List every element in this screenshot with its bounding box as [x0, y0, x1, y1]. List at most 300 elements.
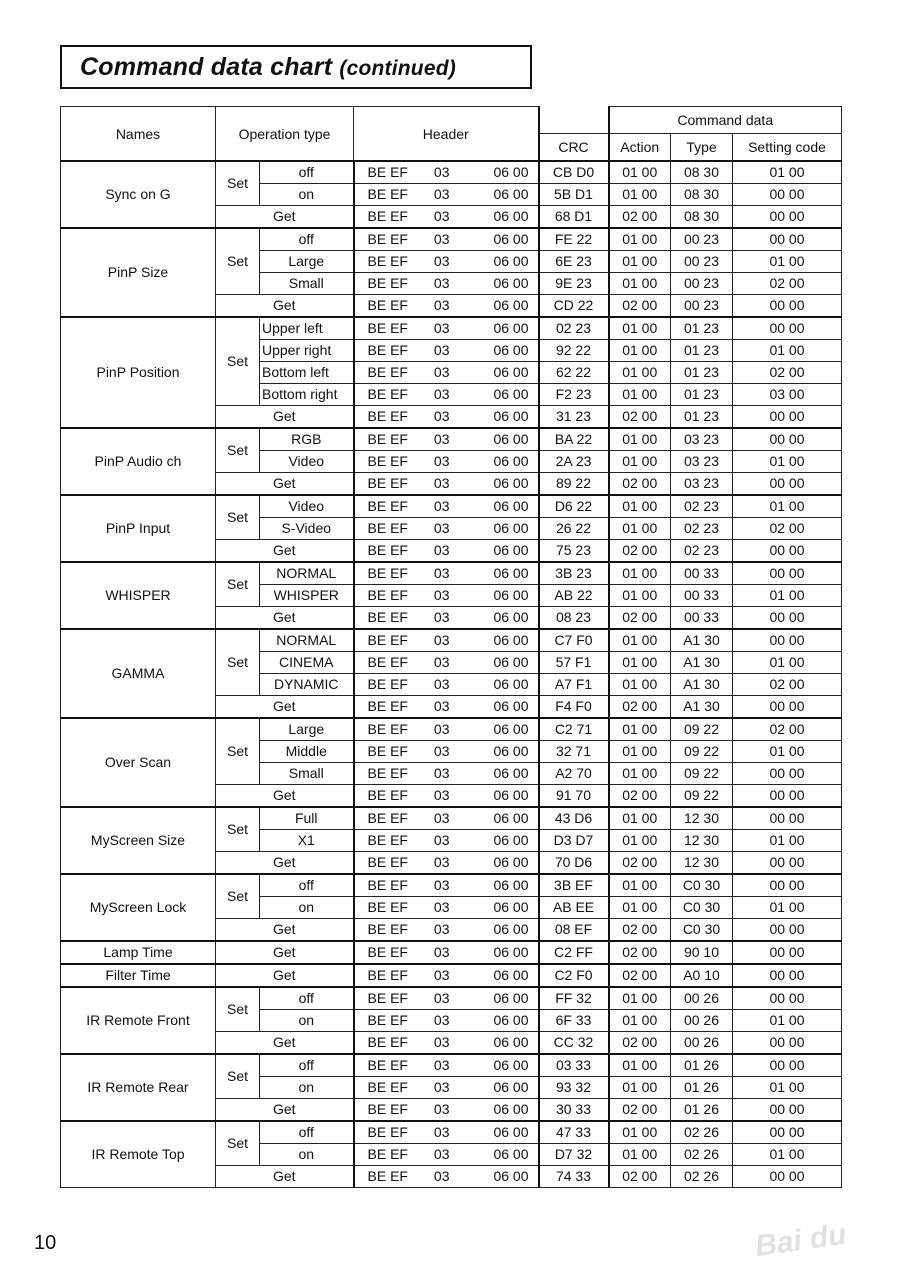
setting-code-cell: 00 00	[733, 562, 842, 585]
table-row	[61, 495, 842, 518]
action-cell: 01 00	[609, 1121, 671, 1144]
header-byte: 03	[433, 832, 450, 848]
header-byte: 03	[433, 164, 450, 180]
header-byte: 06 00	[493, 787, 529, 803]
header-byte: 06 00	[493, 877, 529, 893]
header-bytes-cell	[354, 251, 539, 273]
crc-cell: AB 22	[539, 585, 609, 607]
setting-code-cell: 01 00	[733, 1077, 842, 1099]
type-cell: 02 26	[671, 1144, 733, 1166]
header-byte: 06 00	[493, 186, 529, 202]
crc-cell: CC 32	[539, 1032, 609, 1055]
header-byte: 03	[433, 208, 450, 224]
header-bytes-cell	[354, 384, 539, 406]
header-byte: 03	[433, 921, 450, 937]
header-byte: BE EF	[367, 297, 408, 313]
command-name-cell: WHISPER	[61, 562, 216, 629]
operation-cell: Get	[216, 696, 354, 719]
setting-code-cell: 01 00	[733, 451, 842, 473]
type-cell: 02 23	[671, 518, 733, 540]
header-type: Type	[671, 134, 733, 162]
operation-option-cell: RGB	[260, 428, 354, 451]
type-cell: 01 26	[671, 1054, 733, 1077]
header-bytes-cell	[354, 987, 539, 1010]
action-cell: 01 00	[609, 384, 671, 406]
header-byte: 03	[433, 253, 450, 269]
header-byte: 06 00	[493, 542, 529, 558]
operation-cell: Get	[216, 607, 354, 630]
type-cell: 01 23	[671, 362, 733, 384]
header-byte: 06 00	[493, 275, 529, 291]
crc-cell: 08 EF	[539, 919, 609, 942]
action-cell: 01 00	[609, 1077, 671, 1099]
crc-cell: 03 33	[539, 1054, 609, 1077]
setting-code-cell: 00 00	[733, 1099, 842, 1122]
type-cell: A1 30	[671, 696, 733, 719]
setting-code-cell: 01 00	[733, 830, 842, 852]
crc-cell: FF 32	[539, 987, 609, 1010]
type-cell: 00 23	[671, 251, 733, 273]
command-name-cell: MyScreen Size	[61, 807, 216, 874]
command-name-cell: PinP Size	[61, 228, 216, 317]
crc-cell: FE 22	[539, 228, 609, 251]
action-cell: 02 00	[609, 964, 671, 987]
header-byte: BE EF	[367, 386, 408, 402]
header-byte: 06 00	[493, 364, 529, 380]
header-byte: 03	[433, 231, 450, 247]
action-cell: 02 00	[609, 540, 671, 563]
page-number: 10	[34, 1232, 57, 1254]
type-cell: 02 23	[671, 540, 733, 563]
crc-cell: 91 70	[539, 785, 609, 808]
action-cell: 01 00	[609, 340, 671, 362]
crc-cell: CD 22	[539, 295, 609, 318]
header-bytes-cell	[354, 874, 539, 897]
header-byte: BE EF	[367, 253, 408, 269]
crc-cell: C2 F0	[539, 964, 609, 987]
header-byte: 06 00	[493, 832, 529, 848]
command-name-cell: IR Remote Rear	[61, 1054, 216, 1121]
header-names: Names	[61, 107, 216, 162]
header-byte: 03	[433, 275, 450, 291]
header-bytes-cell	[354, 540, 539, 563]
operation-option-cell: off	[260, 1121, 354, 1144]
operation-option-cell: WHISPER	[260, 585, 354, 607]
action-cell: 01 00	[609, 1144, 671, 1166]
crc-cell: 32 71	[539, 741, 609, 763]
operation-option-cell: Middle	[260, 741, 354, 763]
header-byte: 03	[433, 520, 450, 536]
header-bytes-cell	[354, 741, 539, 763]
type-cell: 12 30	[671, 830, 733, 852]
setting-code-cell: 00 00	[733, 807, 842, 830]
header-byte: 06 00	[493, 453, 529, 469]
table-row	[61, 987, 842, 1010]
header-byte: BE EF	[367, 1012, 408, 1028]
crc-cell: 3B 23	[539, 562, 609, 585]
header-byte: 06 00	[493, 1168, 529, 1184]
command-name-cell: IR Remote Front	[61, 987, 216, 1054]
header-byte: BE EF	[367, 944, 408, 960]
table-row	[61, 228, 842, 251]
header-byte: 03	[433, 320, 450, 336]
header-byte: BE EF	[367, 877, 408, 893]
crc-cell: AB EE	[539, 897, 609, 919]
type-cell: 00 26	[671, 1010, 733, 1032]
action-cell: 01 00	[609, 562, 671, 585]
operation-option-cell: on	[260, 1077, 354, 1099]
header-bytes-cell	[354, 1032, 539, 1055]
command-name-cell: Lamp Time	[61, 941, 216, 964]
header-bytes-cell	[354, 629, 539, 652]
header-setting-code: Setting code	[733, 134, 842, 162]
header-byte: 03	[433, 787, 450, 803]
header-byte: 03	[433, 475, 450, 491]
header-byte: 06 00	[493, 565, 529, 581]
command-name-cell: Sync on G	[61, 161, 216, 228]
set-label-cell: Set	[216, 161, 260, 206]
action-cell: 02 00	[609, 941, 671, 964]
crc-cell: 68 D1	[539, 206, 609, 229]
crc-cell: 26 22	[539, 518, 609, 540]
action-cell: 01 00	[609, 741, 671, 763]
action-cell: 01 00	[609, 1054, 671, 1077]
setting-code-cell: 00 00	[733, 941, 842, 964]
operation-option-cell: Small	[260, 273, 354, 295]
crc-cell: D7 32	[539, 1144, 609, 1166]
type-cell: 00 26	[671, 1032, 733, 1055]
action-cell: 01 00	[609, 674, 671, 696]
header-byte: BE EF	[367, 453, 408, 469]
crc-cell: 89 22	[539, 473, 609, 496]
header-byte: BE EF	[367, 1146, 408, 1162]
operation-cell: Get	[216, 919, 354, 942]
operation-cell: Get	[216, 295, 354, 318]
action-cell: 02 00	[609, 852, 671, 875]
header-byte: 06 00	[493, 431, 529, 447]
setting-code-cell: 02 00	[733, 674, 842, 696]
header-byte: BE EF	[367, 810, 408, 826]
set-label-cell: Set	[216, 629, 260, 696]
header-byte: 06 00	[493, 1012, 529, 1028]
header-bytes-cell	[354, 206, 539, 229]
setting-code-cell: 02 00	[733, 518, 842, 540]
command-name-cell: PinP Audio ch	[61, 428, 216, 495]
header-header: Header	[354, 107, 539, 162]
crc-cell: 3B EF	[539, 874, 609, 897]
operation-option-cell: off	[260, 161, 354, 184]
header-byte: 06 00	[493, 1079, 529, 1095]
action-cell: 01 00	[609, 987, 671, 1010]
operation-option-cell: Small	[260, 763, 354, 785]
action-cell: 01 00	[609, 652, 671, 674]
header-byte: 03	[433, 498, 450, 514]
header-byte: BE EF	[367, 565, 408, 581]
header-byte: 03	[433, 877, 450, 893]
action-cell: 02 00	[609, 1099, 671, 1122]
type-cell: 00 33	[671, 562, 733, 585]
action-cell: 02 00	[609, 406, 671, 429]
setting-code-cell: 01 00	[733, 340, 842, 362]
header-byte: 03	[433, 765, 450, 781]
header-byte: BE EF	[367, 676, 408, 692]
header-bytes-cell	[354, 919, 539, 942]
action-cell: 01 00	[609, 451, 671, 473]
header-byte: 03	[433, 342, 450, 358]
operation-option-cell: on	[260, 184, 354, 206]
operation-option-cell: Video	[260, 495, 354, 518]
header-byte: 03	[433, 676, 450, 692]
action-cell: 02 00	[609, 295, 671, 318]
header-byte: 03	[433, 967, 450, 983]
header-byte: 03	[433, 1101, 450, 1117]
crc-cell: 93 32	[539, 1077, 609, 1099]
table-row	[61, 718, 842, 741]
header-byte: 06 00	[493, 921, 529, 937]
action-cell: 01 00	[609, 428, 671, 451]
header-bytes-cell	[354, 763, 539, 785]
header-byte: BE EF	[367, 364, 408, 380]
header-bytes-cell	[354, 184, 539, 206]
header-byte: 03	[433, 1168, 450, 1184]
header-byte: 03	[433, 587, 450, 603]
operation-cell: Get	[216, 785, 354, 808]
header-bytes-cell	[354, 807, 539, 830]
setting-code-cell: 01 00	[733, 1144, 842, 1166]
page-title-box	[60, 45, 532, 89]
header-byte: 03	[433, 542, 450, 558]
page-title: Command data chart (continued)	[80, 52, 456, 81]
operation-cell: Get	[216, 1099, 354, 1122]
header-byte: 06 00	[493, 765, 529, 781]
header-bytes-cell	[354, 317, 539, 340]
type-cell: 03 23	[671, 473, 733, 496]
type-cell: C0 30	[671, 874, 733, 897]
setting-code-cell: 00 00	[733, 607, 842, 630]
header-bytes-cell	[354, 1144, 539, 1166]
table-row	[61, 317, 842, 340]
header-byte: 06 00	[493, 721, 529, 737]
table-row	[61, 1121, 842, 1144]
operation-option-cell: off	[260, 228, 354, 251]
crc-cell: C7 F0	[539, 629, 609, 652]
header-byte: 06 00	[493, 698, 529, 714]
crc-cell: 6F 33	[539, 1010, 609, 1032]
header-byte: BE EF	[367, 1079, 408, 1095]
table-row	[61, 807, 842, 830]
type-cell: 08 30	[671, 206, 733, 229]
operation-cell: Get	[216, 406, 354, 429]
header-byte: BE EF	[367, 1057, 408, 1073]
header-bytes-cell	[354, 340, 539, 362]
setting-code-cell: 02 00	[733, 273, 842, 295]
header-byte: BE EF	[367, 1101, 408, 1117]
header-byte: BE EF	[367, 967, 408, 983]
operation-option-cell: off	[260, 987, 354, 1010]
operation-cell: Get	[216, 1032, 354, 1055]
header-byte: BE EF	[367, 231, 408, 247]
header-byte: 06 00	[493, 1124, 529, 1140]
crc-cell: 9E 23	[539, 273, 609, 295]
action-cell: 01 00	[609, 317, 671, 340]
header-byte: BE EF	[367, 342, 408, 358]
action-cell: 01 00	[609, 273, 671, 295]
action-cell: 02 00	[609, 1166, 671, 1188]
type-cell: 00 23	[671, 273, 733, 295]
header-byte: 06 00	[493, 520, 529, 536]
header-operation-type: Operation type	[216, 107, 354, 162]
type-cell: 09 22	[671, 718, 733, 741]
crc-cell: 02 23	[539, 317, 609, 340]
crc-cell: 6E 23	[539, 251, 609, 273]
command-name-cell: Over Scan	[61, 718, 216, 807]
header-byte: 06 00	[493, 632, 529, 648]
action-cell: 02 00	[609, 785, 671, 808]
action-cell: 01 00	[609, 161, 671, 184]
header-byte: BE EF	[367, 743, 408, 759]
header-byte: BE EF	[367, 320, 408, 336]
table-row	[61, 1054, 842, 1077]
header-byte: BE EF	[367, 408, 408, 424]
table-row	[61, 562, 842, 585]
header-byte: 03	[433, 565, 450, 581]
header-bytes-cell	[354, 495, 539, 518]
header-bytes-cell	[354, 473, 539, 496]
header-byte: 03	[433, 1124, 450, 1140]
type-cell: 00 23	[671, 295, 733, 318]
type-cell: 01 23	[671, 406, 733, 429]
action-cell: 01 00	[609, 362, 671, 384]
watermark: Bai du	[753, 1217, 849, 1264]
header-bytes-cell	[354, 585, 539, 607]
header-byte: 06 00	[493, 854, 529, 870]
operation-cell: Get	[216, 964, 354, 987]
crc-cell: BA 22	[539, 428, 609, 451]
type-cell: 08 30	[671, 184, 733, 206]
setting-code-cell: 01 00	[733, 495, 842, 518]
header-bytes-cell	[354, 1099, 539, 1122]
header-byte: 03	[433, 990, 450, 1006]
header-byte: 06 00	[493, 1057, 529, 1073]
header-byte: BE EF	[367, 186, 408, 202]
setting-code-cell: 01 00	[733, 652, 842, 674]
header-byte: BE EF	[367, 431, 408, 447]
setting-code-cell: 00 00	[733, 785, 842, 808]
setting-code-cell: 00 00	[733, 629, 842, 652]
operation-option-cell: Video	[260, 451, 354, 473]
header-byte: 03	[433, 186, 450, 202]
operation-option-cell: Upper right	[260, 340, 354, 362]
setting-code-cell: 01 00	[733, 1010, 842, 1032]
setting-code-cell: 02 00	[733, 718, 842, 741]
header-bytes-cell	[354, 785, 539, 808]
operation-cell: Get	[216, 1166, 354, 1188]
setting-code-cell: 00 00	[733, 473, 842, 496]
setting-code-cell: 00 00	[733, 852, 842, 875]
setting-code-cell: 00 00	[733, 295, 842, 318]
header-byte: 03	[433, 632, 450, 648]
command-name-cell: GAMMA	[61, 629, 216, 718]
action-cell: 01 00	[609, 251, 671, 273]
crc-cell: D3 D7	[539, 830, 609, 852]
setting-code-cell: 00 00	[733, 184, 842, 206]
header-byte: BE EF	[367, 520, 408, 536]
header-byte: 03	[433, 899, 450, 915]
header-byte: 06 00	[493, 1101, 529, 1117]
command-name-cell: MyScreen Lock	[61, 874, 216, 941]
header-crc: CRC	[539, 134, 609, 162]
header-byte: BE EF	[367, 164, 408, 180]
header-byte: BE EF	[367, 1168, 408, 1184]
action-cell: 01 00	[609, 1010, 671, 1032]
type-cell: 09 22	[671, 741, 733, 763]
header-byte: 06 00	[493, 587, 529, 603]
header-bytes-cell	[354, 228, 539, 251]
setting-code-cell: 00 00	[733, 1166, 842, 1188]
setting-code-cell: 00 00	[733, 696, 842, 719]
action-cell: 02 00	[609, 919, 671, 942]
header-bytes-cell	[354, 518, 539, 540]
type-cell: 90 10	[671, 941, 733, 964]
type-cell: 01 23	[671, 317, 733, 340]
set-label-cell: Set	[216, 874, 260, 919]
header-byte: 03	[433, 654, 450, 670]
header-bytes-cell	[354, 428, 539, 451]
header-byte: 06 00	[493, 297, 529, 313]
header-byte: 06 00	[493, 1146, 529, 1162]
action-cell: 01 00	[609, 718, 671, 741]
setting-code-cell: 02 00	[733, 362, 842, 384]
set-label-cell: Set	[216, 428, 260, 473]
table-row	[61, 874, 842, 897]
header-bytes-cell	[354, 562, 539, 585]
header-byte: BE EF	[367, 542, 408, 558]
type-cell: 03 23	[671, 451, 733, 473]
header-byte: BE EF	[367, 765, 408, 781]
header-bytes-cell	[354, 451, 539, 473]
action-cell: 01 00	[609, 184, 671, 206]
header-byte: 03	[433, 721, 450, 737]
header-byte: 06 00	[493, 408, 529, 424]
header-byte: 03	[433, 1146, 450, 1162]
type-cell: 09 22	[671, 785, 733, 808]
set-label-cell: Set	[216, 987, 260, 1032]
set-label-cell: Set	[216, 317, 260, 406]
operation-option-cell: off	[260, 874, 354, 897]
command-name-cell: IR Remote Top	[61, 1121, 216, 1188]
setting-code-cell: 00 00	[733, 406, 842, 429]
type-cell: 01 26	[671, 1099, 733, 1122]
action-cell: 02 00	[609, 607, 671, 630]
crc-cell: 08 23	[539, 607, 609, 630]
setting-code-cell: 03 00	[733, 384, 842, 406]
setting-code-cell: 01 00	[733, 585, 842, 607]
header-command-data: Command data	[609, 107, 842, 134]
operation-cell: Get	[216, 473, 354, 496]
table-row	[61, 629, 842, 652]
operation-option-cell: NORMAL	[260, 562, 354, 585]
header-bytes-cell	[354, 718, 539, 741]
set-label-cell: Set	[216, 1121, 260, 1166]
header-byte: 06 00	[493, 1034, 529, 1050]
header-byte: 06 00	[493, 231, 529, 247]
operation-option-cell: DYNAMIC	[260, 674, 354, 696]
operation-option-cell: Bottom left	[260, 362, 354, 384]
crc-cell: 43 D6	[539, 807, 609, 830]
type-cell: A1 30	[671, 674, 733, 696]
crc-cell: 62 22	[539, 362, 609, 384]
type-cell: C0 30	[671, 919, 733, 942]
